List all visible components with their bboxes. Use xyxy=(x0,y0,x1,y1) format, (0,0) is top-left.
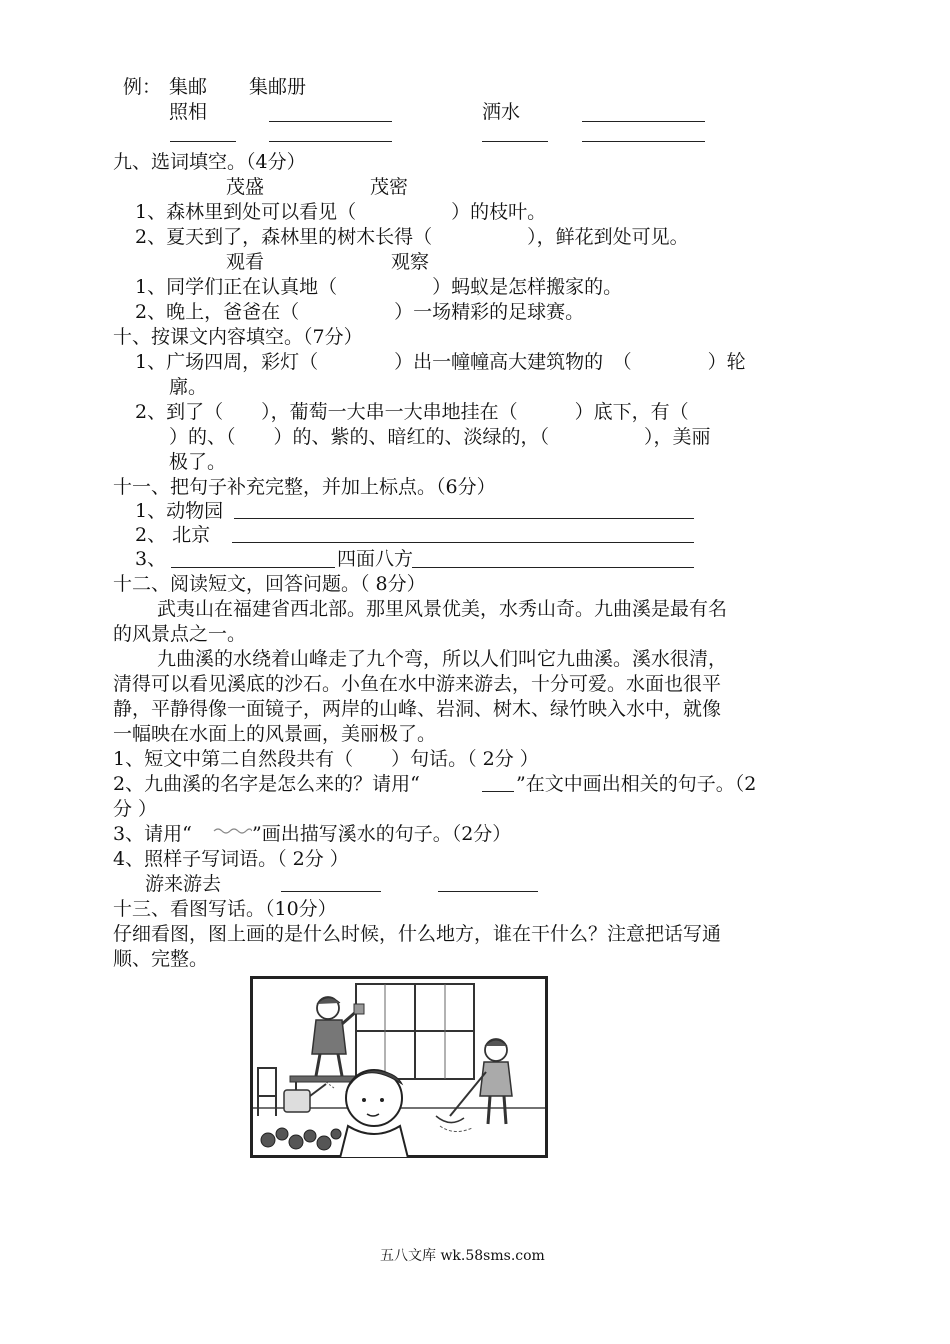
answer-blank[interactable] xyxy=(232,542,694,543)
word-choice: 茂盛 xyxy=(226,176,265,198)
question-line: 廓。 xyxy=(169,376,208,398)
question-line: 2、晚上，爸爸在（ ）一场精彩的足球赛。 xyxy=(135,301,585,323)
question-line: 1、森林里到处可以看见（ ）的枝叶。 xyxy=(135,201,547,223)
question-line: 1、动物园 xyxy=(135,500,224,522)
section-12-heading: 十二、阅读短文，回答问题。（ 8分） xyxy=(113,573,426,595)
word-choice: 茂密 xyxy=(370,176,409,198)
question-line: 分 ） xyxy=(113,798,158,820)
example-prefix: 例： xyxy=(123,76,162,98)
passage-line: 一幅映在水面上的风景画，美丽极了。 xyxy=(113,723,437,745)
question-line: ”在文中画出相关的句子。（2 xyxy=(516,773,757,795)
answer-blank[interactable] xyxy=(582,121,705,122)
word-choice: 观看 xyxy=(226,251,265,273)
question-line: 4、照样子写词语。（ 2分 ） xyxy=(113,848,349,870)
question-line: 2、 北京 xyxy=(135,524,211,546)
question-line: 1、同学们正在认真地（ ）蚂蚁是怎样搬家的。 xyxy=(135,276,623,298)
passage-line: 的风景点之一。 xyxy=(113,623,247,645)
example-item-1: 照相 xyxy=(169,101,208,123)
answer-blank[interactable] xyxy=(234,518,694,519)
answer-blank[interactable] xyxy=(412,567,694,568)
example-item-2: 洒水 xyxy=(482,101,521,123)
section-13-heading: 十三、看图写话。（10分） xyxy=(113,898,337,920)
answer-blank[interactable] xyxy=(281,891,381,892)
question-line: ）的、（ ）的、紫的、暗红的、淡绿的，（ ），美丽 xyxy=(169,426,711,448)
question-line: 2、九曲溪的名字是怎么来的？请用“ xyxy=(113,773,420,795)
section-9-heading: 九、选词填空。（4分） xyxy=(113,151,306,173)
answer-blank[interactable] xyxy=(482,141,548,142)
passage-line: 清得可以看见溪底的沙石。小鱼在水中游来游去，十分可爱。水面也很平 xyxy=(113,673,722,695)
question-line: 1、广场四周，彩灯（ ）出一幢幢高大建筑物的 （ ）轮 xyxy=(135,351,746,373)
passage-line: 九曲溪的水绕着山峰走了九个弯，所以人们叫它九曲溪。溪水很清， xyxy=(157,648,728,670)
question-line: 3、 xyxy=(135,548,167,570)
question-line: 四面八方 xyxy=(337,548,414,570)
chores-illustration xyxy=(250,976,548,1158)
footer-watermark: 五八文库 wk.58sms.com xyxy=(380,1248,545,1264)
section-11-heading: 十一、把句子补充完整，并加上标点。（6分） xyxy=(113,476,496,498)
question-line: ”画出描写溪水的句子。（2分） xyxy=(252,823,512,845)
underline-marker xyxy=(482,791,514,792)
instruction-line: 顺、完整。 xyxy=(113,948,209,970)
answer-blank[interactable] xyxy=(269,141,392,142)
answer-blank[interactable] xyxy=(171,567,335,568)
example-word: 游来游去 xyxy=(145,873,222,895)
word-choice: 观察 xyxy=(391,251,430,273)
section-10-heading: 十、按课文内容填空。（7分） xyxy=(113,326,363,348)
question-line: 2、夏天到了，森林里的树木长得（ ），鲜花到处可见。 xyxy=(135,226,689,248)
passage-line: 武夷山在福建省西北部。那里风景优美，水秀山奇。九曲溪是最有名 xyxy=(157,598,728,620)
example-word: 集邮 xyxy=(169,76,208,98)
answer-blank[interactable] xyxy=(269,121,392,122)
question-line: 1、短文中第二自然段共有（ ）句话。（ 2分 ） xyxy=(113,748,539,770)
answer-blank[interactable] xyxy=(582,141,705,142)
question-line: 3、请用“ xyxy=(113,823,192,845)
answer-blank[interactable] xyxy=(438,891,538,892)
answer-blank[interactable] xyxy=(170,141,236,142)
question-line: 极了。 xyxy=(169,451,227,473)
wavy-underline-marker xyxy=(212,826,252,834)
passage-line: 静，平静得像一面镜子，两岸的山峰、岩洞、树木、绿竹映入水中，就像 xyxy=(113,698,722,720)
example-result: 集邮册 xyxy=(249,76,307,98)
instruction-line: 仔细看图，图上画的是什么时候，什么地方，谁在干什么？注意把话写通 xyxy=(113,923,722,945)
question-line: 2、到了（ ），葡萄一大串一大串地挂在（ ）底下，有（ xyxy=(135,401,689,423)
